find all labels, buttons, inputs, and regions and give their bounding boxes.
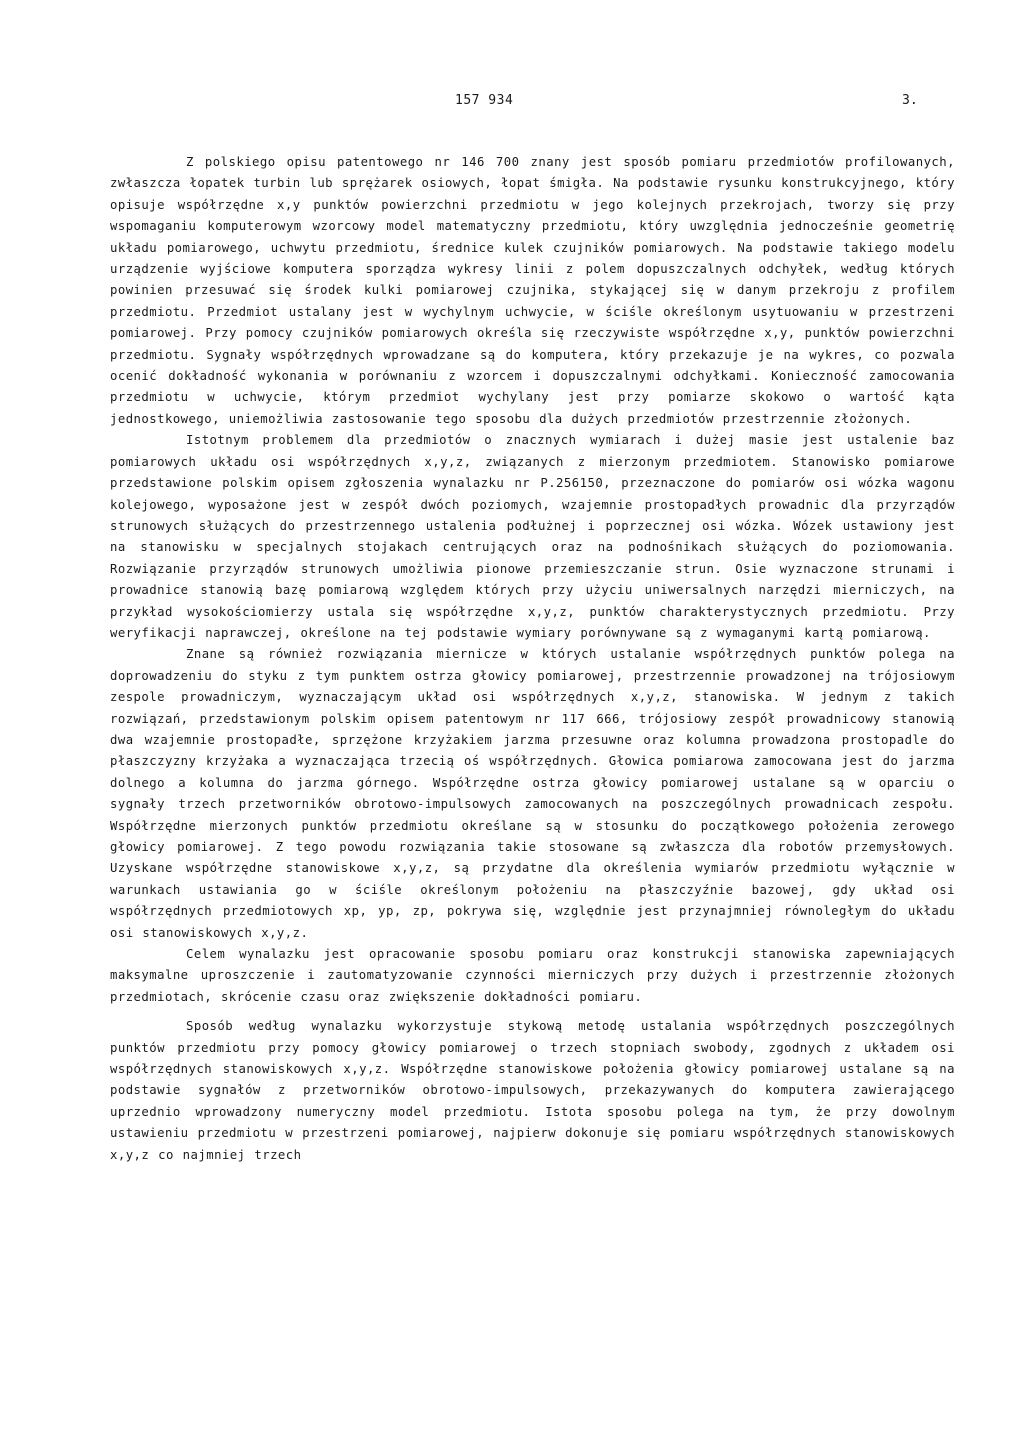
body-text [110,152,955,1166]
patent-number: 157 934 [455,93,514,108]
paragraph-aim: Celem wynalazku jest opracowanie sposobu pomiaru oraz konstrukcji stanowiska zapewniających maksymalne uproszczenie i zautomatyzowanie czynności mierniczych przy dużych i przestrzennie złożonych przedmiotach, skrócenie czasu oraz zwiększenie dokładności pomiaru. [110,947,955,1004]
paragraph-prior-art-1: Z polskiego opisu patentowego nr 146 700 znany jest sposób pomiaru przedmiotów profilowanych, zwłaszcza łopatek turbin lub sprężarek osiowych, łopat śmigła. Na podstawie rysunku konstrukcyjnego, który opisuje współrzędne x,y punktów powierzchni przedmiotu w jego kolejnych przekrojach, tworzy się przy wspomaganiu komputerowym wzorcowy model matematyczny przedmiotu, który uwzględnia jednocześnie geometrię układu pomiarowego, uchwytu przedmiotu, średnice kulek czujników pomiarowych. Na podstawie takiego modelu urządzenie wyjściowe komputera sporządza wykresy linii z polem dopuszczalnych odchyłek, według których powinien przesuwać się środek kulki pomiarowej czujnika, stykającej się w danym przekroju z profilem przedmiotu. Przedmiot ustalany jest w wychylnym uchwycie, w ściśle określonym usytuowaniu w przestrzeni pomiarowej. Przy pomocy czujników pomiarowych określa się rzeczywiste współrzędne x,y, punktów powierzchni przedmiotu. Sygnały współrzędnych wprowadzane są do komputera, który przekazuje je na wykres, co pozwala ocenić dokładność wykonania w porównaniu z wzorcem i dopuszczalnymi odchyłkami. Konieczność zamocowania przedmiotu w uchwycie, którym przedmiot wychylany jest przy pomiarze skokowo o wartość kąta jednostkowego, uniemożliwia zastosowanie tego sposobu dla dużych przedmiotów przestrzennie złożonych. [110,155,955,426]
paragraph-prior-art-2: Istotnym problemem dla przedmiotów o znacznych wymiarach i dużej masie jest ustalenie baz pomiarowych układu osi współrzędnych x,y,z, związanych z mierzonym przedmiotem. Stanowisko pomiarowe przedstawione polskim opisem zgłoszenia wynalazku nr P.256150, przeznaczone do pomiarów osi wózka wagonu kolejowego, wyposażone jest w zespół dwóch poziomych, wzajemnie prostopadłych prowadnic dla przyrządów strunowych służących do przestrzennego ustalenia podłużnej i poprzecznej osi wózka. Wózek ustawiony jest na stanowisku w specjalnych stojakach centrujących oraz na podnośnikach służących do poziomowania. Rozwiązanie przyrządów strunowych umożliwia pionowe przemieszczanie strun. Osie wyznaczone strunami i prowadnice stanowią bazę pomiarową względem których przy użyciu uniwersalnych narzędzi mierniczych, na przykład wysokościomierzy ustala się współrzędne x,y,z, punktów charakterystycznych przedmiotu. Przy weryfikacji naprawczej, określone na tej podstawie wymiary porównywane są z wymaganymi kartą pomiarową. [110,433,955,640]
page-index: 3. [902,93,918,108]
paragraph-prior-art-3: Znane są również rozwiązania miernicze w których ustalanie współrzędnych punktów polega na doprowadzeniu do styku z tym punktem ostrza głowicy pomiarowej, przestrzennie prowadzonej na trójosiowym zespole prowadniczym, wyznaczającym układ osi współrzędnych x,y,z, stanowiska. W jednym z takich rozwiązań, przedstawionym polskim opisem patentowym nr 117 666, trójosiowy zespół prowadnicowy stanowią dwa wzajemnie prostopadłe, sprzężone krzyżakiem jarzma przesuwne oraz kolumna prowadzona prostopadle do płaszczyzny krzyżaka a wyznaczająca trzecią oś współrzędnych. Głowica pomiarowa zamocowana jest do jarzma dolnego a kolumna do jarzma górnego. Współrzędne ostrza głowicy pomiarowej ustalane są w oparciu o sygnały trzech przetworników obrotowo-impulsowych zamocowanych na poszczególnych prowadnicach zespołu. Współrzędne mierzonych punktów przedmiotu określane są w stosunku do początkowego położenia zerowego głowicy pomiarowej. Z tego powodu rozwiązania takie stosowane są zwłaszcza dla robotów przemysłowych. Uzyskane współrzędne stanowiskowe x,y,z, są przydatne dla określenia wymiarów przedmiotu wyłącznie w warunkach ustawiania go w ściśle określonym położeniu na płaszczyźnie bazowej, gdy układ osi współrzędnych przedmiotowych xp, yp, zp, pokrywa się, względnie jest przynajmniej równoległym do układu osi stanowiskowych x,y,z. [110,647,955,940]
paragraph-method: Sposób według wynalazku wykorzystuje stykową metodę ustalania współrzędnych poszczególnych punktów przedmiotu przy pomocy głowicy pomiarowej o trzech stopniach swobody, zgodnych z układem osi współrzędnych stanowiskowych x,y,z. Współrzędne stanowiskowe położenia głowicy pomiarowej ustalane są na podstawie sygnałów z przetworników obrotowo-impulsowych, przekazywanych do komputera zawierającego uprzednio wprowadzony numeryczny model przedmiotu. Istota sposobu polega na tym, że przy dowolnym ustawieniu przedmiotu w przestrzeni pomiarowej, najpierw dokonuje się pomiaru współrzędnych stanowiskowych x,y,z co najmniej trzech [110,1019,955,1162]
